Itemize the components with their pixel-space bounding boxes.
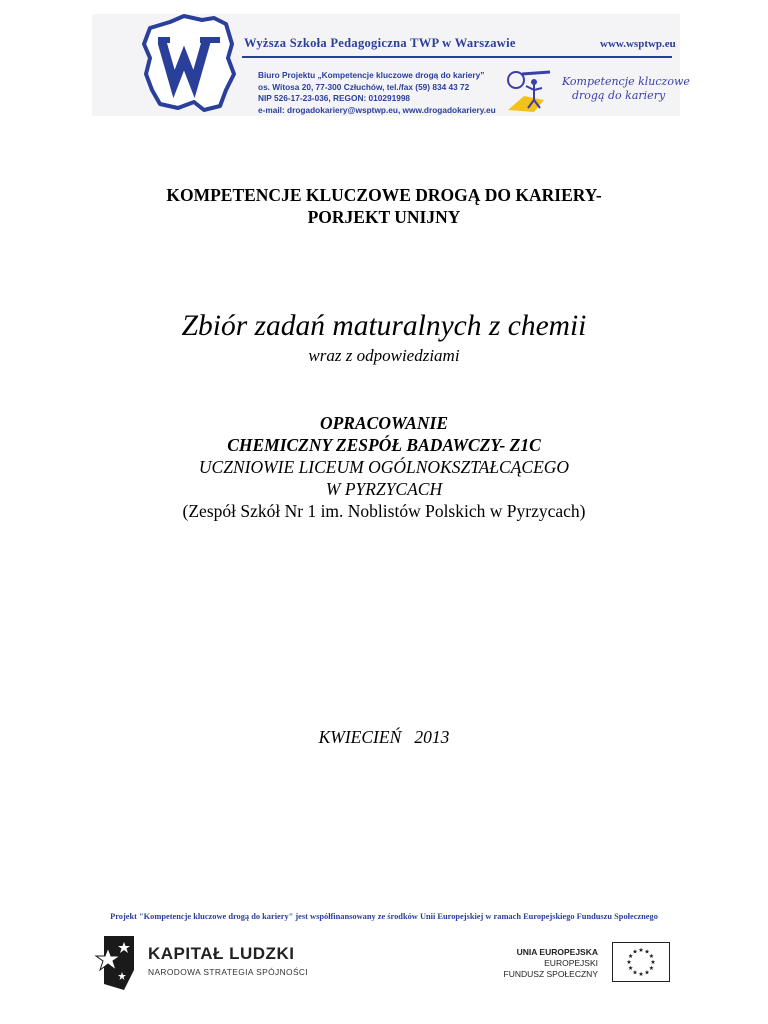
project-logo-text: Kompetencje kluczowe drogą do kariery [562, 75, 690, 102]
kapital-ludzki-title: KAPITAŁ LUDZKI [148, 944, 295, 963]
info-line: Biuro Projektu „Kompetencje kluczowe drogą do kariery” [258, 70, 485, 80]
info-line: NIP 526-17-23-036, REGON: 010291998 [258, 93, 411, 103]
kapital-ludzki-logo-icon [94, 934, 138, 992]
project-title: KOMPETENCJE KLUCZOWE DROGĄ DO KARIERY- PORJEKT UNIJNY [166, 185, 602, 227]
eu-fund-label: UNIA EUROPEJSKA EUROPEJSKI FUNDUSZ SPOŁECZNY [503, 947, 598, 979]
funding-note: Projekt "Kompetencje kluczowe drogą do kariery" jest współfinansowany ze środków Unii Europejskiej w ramach Europejskiego Funduszu Społecznego [110, 912, 658, 921]
document-subtitle: wraz z odpowiedziami [308, 346, 460, 365]
university-website[interactable]: www.wsptwp.eu [600, 38, 676, 50]
info-line: os. Witosa 20, 77-300 Człuchów, tel./fax (59) 834 43 72 [258, 81, 470, 92]
eu-flag-icon [612, 942, 670, 982]
school-line: UCZNIOWIE LICEUM OGÓLNOKSZTAŁCĄCEGO [198, 457, 570, 477]
info-line: e-mail: drogadokariery@wsptwp.eu, www.drogadokariery.eu [258, 104, 496, 115]
document-title: Zbiór zadań maturalnych z chemii [181, 310, 587, 342]
school-full-name: (Zespół Szkół Nr 1 im. Noblistów Polskich w Pyrzycach) [182, 501, 586, 521]
team-name: CHEMICZNY ZESPÓŁ BADAWCZY- Z1C [227, 435, 541, 455]
letterhead [92, 14, 690, 116]
school-line: W PYRZYCACH [325, 479, 443, 499]
authors-block [0, 412, 768, 522]
authors-heading: OPRACOWANIE [319, 413, 449, 433]
university-logo-icon [140, 14, 236, 114]
publication-date: KWIECIEŃ 2013 [318, 727, 450, 747]
project-office-info [258, 70, 496, 116]
kapital-ludzki-subtitle: NARODOWA STRATEGIA SPÓJNOŚCI [148, 967, 309, 977]
project-logo-icon [504, 66, 558, 112]
header-divider [242, 56, 672, 58]
university-name: Wyższa Szkoła Pedagogiczna TWP w Warszawie [244, 36, 516, 50]
